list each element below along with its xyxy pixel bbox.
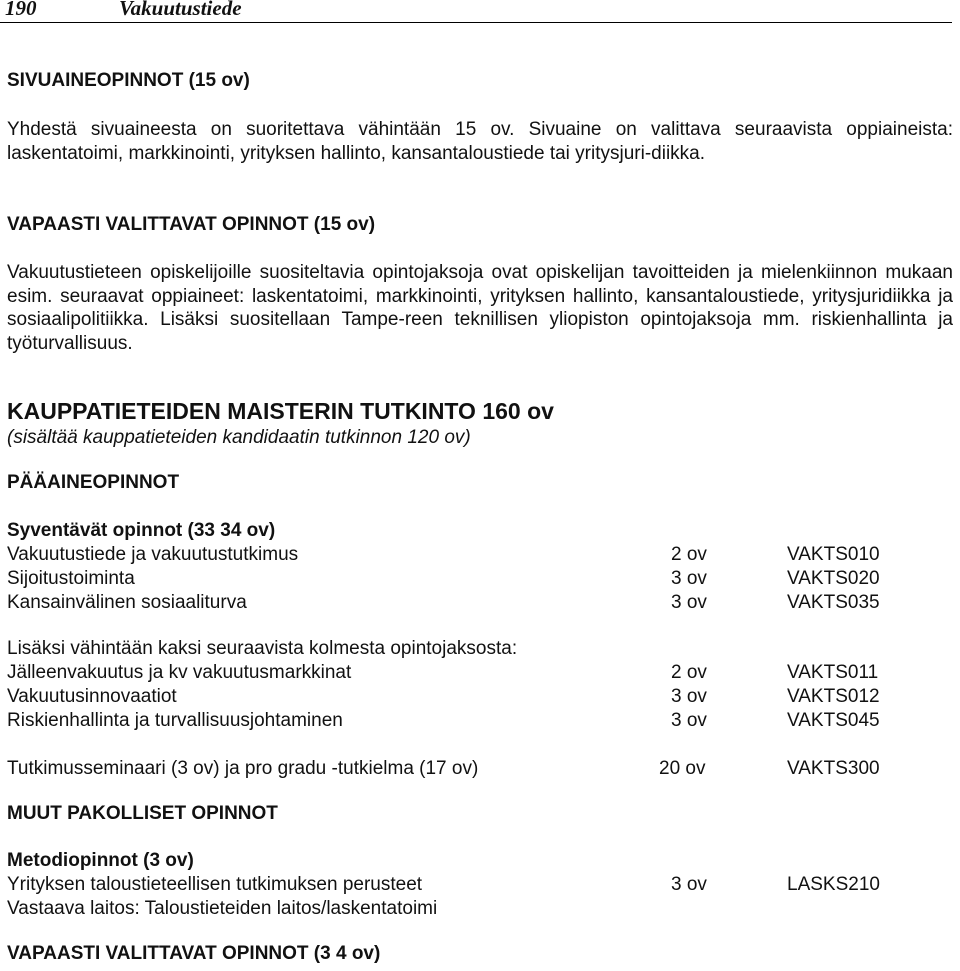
course-name: Sijoitustoiminta [7, 568, 135, 589]
course-credits: 3 ov [671, 592, 707, 613]
course-name: Vakuutustiede ja vakuutustutkimus [7, 544, 299, 565]
course-name: Riskienhallinta ja turvallisuusjohtaminen [7, 710, 343, 731]
responsible-department: Vastaava laitos: Taloustieteiden laitos/laskentatoimi [7, 898, 438, 919]
course-row [7, 685, 953, 709]
choice-intro: Lisäksi vähintään kaksi seuraavista kolmesta opintojaksosta: [7, 638, 518, 659]
course-name: Kansainvälinen sosiaaliturva [7, 592, 247, 613]
degree-title: KAUPPATIETEIDEN MAISTERIN TUTKINTO 160 ov [7, 398, 554, 424]
course-row [7, 709, 953, 733]
course-row [7, 543, 953, 567]
course-credits: 2 ov [671, 544, 707, 565]
vapaasti2-heading: VAPAASTI VALITTAVAT OPINNOT (3 4 ov) [7, 943, 381, 964]
thesis-code: VAKTS300 [787, 758, 880, 779]
course-code: VAKTS011 [787, 662, 879, 683]
paaaine-heading: PÄÄAINEOPINNOT [7, 472, 180, 493]
course-code: VAKTS020 [787, 568, 880, 589]
course-name: Jälleenvakuutus ja kv vakuutusmarkkinat [7, 662, 352, 683]
running-header [0, 0, 952, 23]
course-code: VAKTS010 [787, 544, 880, 565]
course-code: VAKTS012 [787, 686, 880, 707]
sivuaine-paragraph: Yhdestä sivuaineesta on suoritettava vähintään 15 ov. Sivuaine on valittava seuraavista oppiaineista: laskentatoimi, markkinointi, yrityksen hallinto, kansantaloustiede tai yritysjuri-diikka. [7, 119, 953, 164]
thesis-credits: 20 ov [659, 758, 706, 779]
page-number: 190 [5, 0, 37, 20]
sivuaine-heading: SIVUAINEOPINNOT (15 ov) [7, 70, 250, 91]
course-credits: 2 ov [671, 662, 707, 683]
course-row [7, 873, 953, 897]
course-credits: 3 ov [671, 710, 707, 731]
course-name: Vakuutusinnovaatiot [7, 686, 177, 707]
course-credits: 3 ov [671, 686, 707, 707]
degree-subtitle: (sisältää kauppatieteiden kandidaatin tutkinnon 120 ov) [7, 427, 471, 448]
course-row [7, 661, 953, 685]
vapaasti-paragraph: Vakuutustieteen opiskelijoille suositeltavia opintojaksoja ovat opiskelijan tavoitteiden ja mielenkiinnon mukaan esim. seuraavat oppiaineet: laskentatoimi, markkinointi, yrityksen hallinto, kansantaloustiede, yritysjuridiikka ja sosiaalipolitiikka. Lisäksi suositellaan Tampe-reen teknillisen yliopiston opintojaksoja mm. riskienhallinta ja työturvallisuus. [7, 262, 953, 354]
course-name: Yrityksen taloustieteellisen tutkimuksen perusteet [7, 874, 423, 895]
course-row [7, 591, 953, 615]
thesis-name: Tutkimusseminaari (3 ov) ja pro gradu -tutkielma (17 ov) [7, 758, 479, 779]
syventavat-heading: Syventävät opinnot (33 34 ov) [7, 520, 276, 541]
vapaasti-heading: VAPAASTI VALITTAVAT OPINNOT (15 ov) [7, 214, 376, 235]
metodi-heading: Metodiopinnot (3 ov) [7, 850, 194, 871]
course-credits: 3 ov [671, 568, 707, 589]
course-row [7, 567, 953, 591]
course-code: VAKTS035 [787, 592, 880, 613]
course-credits: 3 ov [671, 874, 707, 895]
thesis-row [7, 757, 953, 781]
muut-heading: MUUT PAKOLLISET OPINNOT [7, 803, 278, 824]
course-code: LASKS210 [787, 874, 880, 895]
course-code: VAKTS045 [787, 710, 880, 731]
running-title: Vakuutustiede [119, 0, 242, 20]
